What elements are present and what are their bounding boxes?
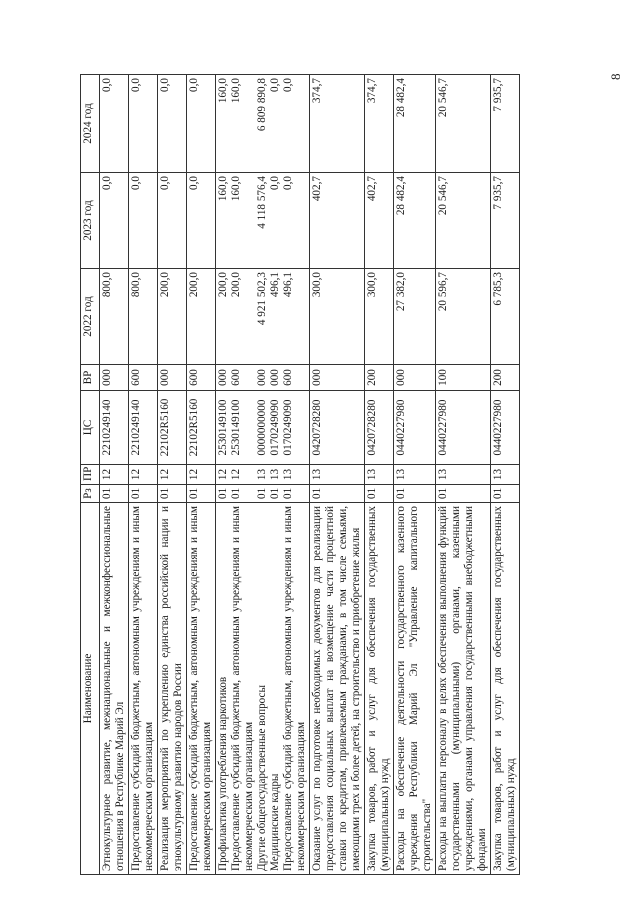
cell-rz: 01 xyxy=(129,485,158,503)
cell-pr: 13 xyxy=(436,465,491,485)
cell-vr: 600 xyxy=(187,365,216,391)
group-line-name: Медицинские кадры xyxy=(269,773,281,871)
table-row xyxy=(394,75,436,875)
header-2024: 2024 год xyxy=(81,75,100,173)
group-spacer xyxy=(243,272,256,361)
group-line-y2023: 0,0 xyxy=(269,176,281,190)
cell-name: Расходы на обеспечение деятельности государственного казенного учреждения Республики Марий Эл "Управление капитального строительства" xyxy=(394,503,436,875)
cell-y2024: 0,0 xyxy=(187,75,216,173)
cell-y2023: 7 935,7 xyxy=(491,173,520,269)
cell-y2022: 200,0 xyxy=(187,269,216,365)
group-line-vr: 000 xyxy=(269,369,281,386)
cell-name: Предоставление субсидий бюджетным, автономным учреждениям и иным некоммерческим организациям xyxy=(187,503,216,875)
table-row-group xyxy=(216,75,310,875)
cell-cs: 0420728280 xyxy=(310,391,365,465)
cell-name: Этнокультурное развитие, межнациональные и межконфессиональные отношения в Республике Марий Эл xyxy=(100,503,129,875)
cell-group-name xyxy=(216,503,310,875)
table-row xyxy=(365,75,394,875)
group-line-y2022: 4 921 502,3 xyxy=(256,272,268,326)
group-line-y2022: 496,1 xyxy=(282,272,294,298)
group-line-y2022: 496,1 xyxy=(269,272,281,298)
group-spacer xyxy=(243,394,256,461)
cell-y2022: 27 382,0 xyxy=(394,269,436,365)
cell-y2023: 402,7 xyxy=(365,173,394,269)
cell-rz: 01 xyxy=(310,485,365,503)
header-rz: Рз xyxy=(81,485,100,503)
group-line-cs: 0170249090 xyxy=(282,399,294,456)
cell-cs: 0440227980 xyxy=(394,391,436,465)
cell-y2023: 0,0 xyxy=(100,173,129,269)
cell-group-pr xyxy=(216,465,310,485)
cell-y2022: 200,0 xyxy=(158,269,187,365)
cell-rz: 01 xyxy=(491,485,520,503)
cell-y2024: 20 546,7 xyxy=(436,75,491,173)
header-vr: ВР xyxy=(81,365,100,391)
group-line-cs: 0000000000 xyxy=(256,399,268,456)
group-spacer xyxy=(243,176,256,265)
cell-vr: 200 xyxy=(491,365,520,391)
cell-pr: 12 xyxy=(158,465,187,485)
group-spacer xyxy=(243,468,256,481)
cell-name: Закупка товаров, работ и услуг для обеспечения государственных (муниципальных) нужд xyxy=(491,503,520,875)
table-header-row xyxy=(81,75,100,875)
group-line-y2024: 6 809 890,8 xyxy=(256,78,268,132)
group-line-pr: 13 xyxy=(256,468,268,481)
header-2022: 2022 год xyxy=(81,269,100,365)
cell-pr: 12 xyxy=(187,465,216,485)
cell-group-cs xyxy=(216,391,310,465)
cell-name: Закупка товаров, работ и услуг для обеспечения государственных (муниципальных) нужд xyxy=(365,503,394,875)
table-row xyxy=(100,75,129,875)
group-line-y2024: 160,0 xyxy=(217,78,229,104)
header-cs: ЦС xyxy=(81,391,100,465)
cell-y2022: 800,0 xyxy=(100,269,129,365)
cell-rz: 01 xyxy=(187,485,216,503)
group-line-cs: 2530149100 xyxy=(230,399,242,456)
group-line-name: Предоставление субсидий бюджетным, автономным учреждениям и иным некоммерческим организациям xyxy=(282,506,307,871)
cell-rz: 01 xyxy=(394,485,436,503)
cell-group-y2023 xyxy=(216,173,310,269)
group-line-vr: 600 xyxy=(282,369,294,386)
cell-cs: 2210249140 xyxy=(100,391,129,465)
group-line-y2022: 200,0 xyxy=(230,272,242,298)
cell-y2022: 20 596,7 xyxy=(436,269,491,365)
header-name: Наименование xyxy=(81,503,100,875)
cell-pr: 13 xyxy=(365,465,394,485)
cell-y2023: 0,0 xyxy=(129,173,158,269)
group-line-y2023: 160,0 xyxy=(230,176,242,202)
group-line-pr: 12 xyxy=(230,468,242,481)
cell-y2023: 402,7 xyxy=(310,173,365,269)
group-line-y2024: 0,0 xyxy=(282,78,294,92)
cell-cs: 0440227980 xyxy=(436,391,491,465)
group-line-rz: 01 xyxy=(217,487,229,499)
cell-name: Расходы на выплаты персоналу в целях обеспечения выполнения функций государственными (муниципальными) органами, казенными учреждениями, органами управления государственными внебюджетными фондами xyxy=(436,503,491,875)
group-spacer xyxy=(243,78,256,169)
table-row xyxy=(310,75,365,875)
cell-cs: 0440227980 xyxy=(491,391,520,465)
header-pr: ПР xyxy=(81,465,100,485)
table-row xyxy=(491,75,520,875)
group-line-y2024: 160,0 xyxy=(230,78,242,104)
cell-vr: 000 xyxy=(310,365,365,391)
table-row xyxy=(158,75,187,875)
group-line-pr: 13 xyxy=(269,468,281,481)
cell-y2023: 0,0 xyxy=(158,173,187,269)
cell-cs: 22102R5160 xyxy=(187,391,216,465)
group-line-cs: 2530149100 xyxy=(217,399,229,456)
group-line-name: Другие общегосударственные вопросы xyxy=(256,684,268,871)
group-line-y2023: 0,0 xyxy=(282,176,294,190)
table-row xyxy=(436,75,491,875)
cell-cs: 22102R5160 xyxy=(158,391,187,465)
table-row xyxy=(187,75,216,875)
budget-table xyxy=(80,74,520,875)
group-line-rz: 01 xyxy=(282,487,294,499)
group-line-pr: 13 xyxy=(282,468,294,481)
group-line-rz: 01 xyxy=(230,487,242,499)
cell-y2024: 0,0 xyxy=(129,75,158,173)
group-line-rz: 01 xyxy=(256,487,268,499)
cell-rz: 01 xyxy=(436,485,491,503)
cell-pr: 13 xyxy=(491,465,520,485)
cell-pr: 13 xyxy=(310,465,365,485)
cell-group-vr xyxy=(216,365,310,391)
group-line-vr: 000 xyxy=(256,369,268,386)
cell-y2024: 28 482,4 xyxy=(394,75,436,173)
group-line-name: Профилактика употребления наркотиков xyxy=(217,676,229,871)
cell-vr: 100 xyxy=(436,365,491,391)
cell-y2024: 374,7 xyxy=(310,75,365,173)
cell-y2022: 300,0 xyxy=(365,269,394,365)
group-line-y2024: 0,0 xyxy=(269,78,281,92)
group-line-pr: 12 xyxy=(217,468,229,481)
group-spacer xyxy=(243,488,256,499)
group-line-y2023: 160,0 xyxy=(217,176,229,202)
cell-group-rz xyxy=(216,485,310,503)
cell-rz: 01 xyxy=(158,485,187,503)
cell-name: Реализация мероприятий по укреплению единства российской нации и этнокультурному развитию народов России xyxy=(158,503,187,875)
group-line-vr: 000 xyxy=(217,369,229,386)
cell-rz: 01 xyxy=(100,485,129,503)
rotated-table-container xyxy=(80,75,600,875)
cell-pr: 12 xyxy=(100,465,129,485)
cell-group-y2022 xyxy=(216,269,310,365)
cell-y2022: 6 785,3 xyxy=(491,269,520,365)
cell-y2023: 20 546,7 xyxy=(436,173,491,269)
cell-vr: 000 xyxy=(100,365,129,391)
cell-group-y2024 xyxy=(216,75,310,173)
cell-y2024: 0,0 xyxy=(158,75,187,173)
cell-cs: 0420728280 xyxy=(365,391,394,465)
cell-y2024: 374,7 xyxy=(365,75,394,173)
group-line-cs: 0170249090 xyxy=(269,399,281,456)
cell-vr: 000 xyxy=(394,365,436,391)
cell-vr: 000 xyxy=(158,365,187,391)
cell-vr: 600 xyxy=(129,365,158,391)
group-line-vr: 600 xyxy=(230,369,242,386)
cell-y2022: 800,0 xyxy=(129,269,158,365)
table-row xyxy=(129,75,158,875)
cell-y2022: 300,0 xyxy=(310,269,365,365)
group-line-rz: 01 xyxy=(269,487,281,499)
cell-y2023: 0,0 xyxy=(187,173,216,269)
cell-name: Оказание услуг по подготовке необходимых документов для реализации предоставления социальных выплат на возмещение части процентной ставки по кредитам, привлекаемым гражданами, в том числе семьями, имеющими трех и более детей, на строительство и приобретение жилья xyxy=(310,503,365,875)
group-line-y2022: 200,0 xyxy=(217,272,229,298)
cell-rz: 01 xyxy=(365,485,394,503)
page-number: 8 xyxy=(608,73,623,80)
cell-y2023: 28 482,4 xyxy=(394,173,436,269)
group-line-y2023: 4 118 576,4 xyxy=(256,176,268,229)
group-line-name: Предоставление субсидий бюджетным, автономным учреждениям и иным некоммерческим организациям xyxy=(230,506,255,871)
cell-pr: 12 xyxy=(129,465,158,485)
cell-name: Предоставление субсидий бюджетным, автономным учреждениям и иным некоммерческим организациям xyxy=(129,503,158,875)
group-spacer xyxy=(243,368,256,387)
cell-y2024: 7 935,7 xyxy=(491,75,520,173)
cell-y2024: 0,0 xyxy=(100,75,129,173)
header-2023: 2023 год xyxy=(81,173,100,269)
cell-pr: 13 xyxy=(394,465,436,485)
cell-cs: 2210249140 xyxy=(129,391,158,465)
cell-vr: 200 xyxy=(365,365,394,391)
